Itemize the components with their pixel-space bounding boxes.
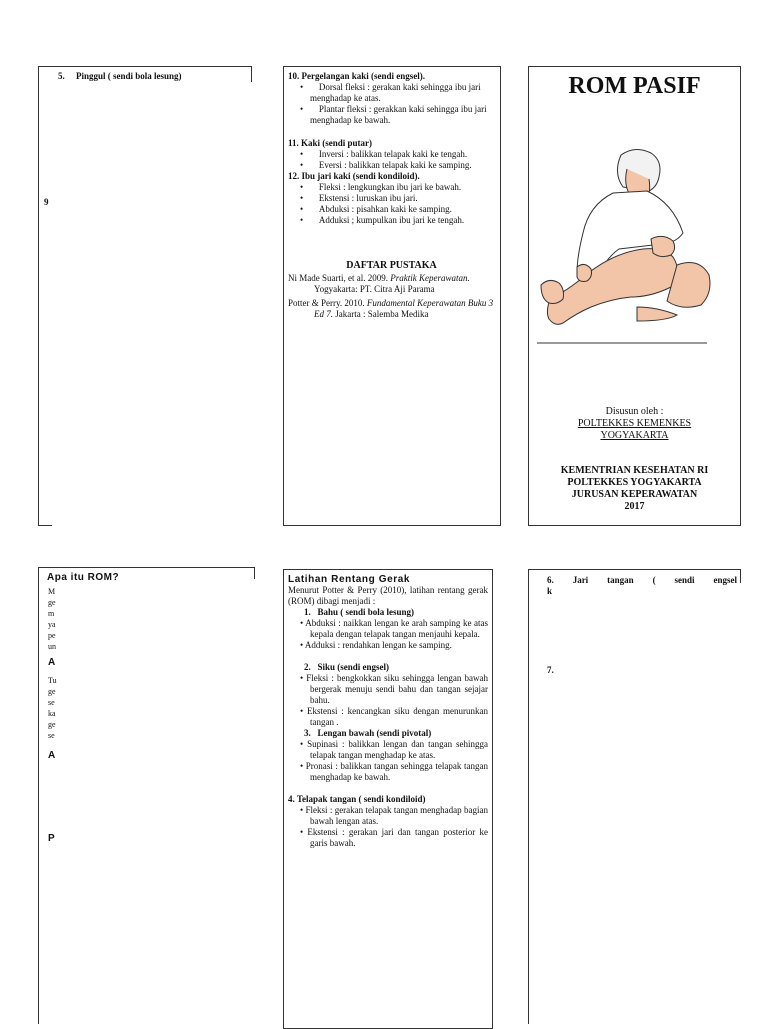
prepared-by-label: Disusun oleh : (605, 406, 664, 417)
toe-title: 12. Ibu jari kaki (sendi kondiloid). (288, 171, 420, 181)
list-item: • Inversi : balikkan telapak kaki ke tengah. (300, 149, 468, 159)
truncated-heading: P (48, 833, 55, 844)
reference-item: Potter & Perry. 2010. Fundamental Keperawatan Buku 3 Ed 7. Jakarta : Salemba Medika (288, 298, 494, 319)
shoulder-title: 1. Bahu ( sendi bola lesung) (304, 607, 415, 617)
truncated-text: ya (48, 620, 56, 629)
reference-item: Ni Made Suarti, et al. 2009. Praktik Keperawatan. Yogyakarta: PT. Citra Aji Parama (288, 273, 470, 294)
panel-border-bottom-left (38, 525, 52, 526)
intro-text: Menurut Potter & Perry (2010), latihan rentang gerak (ROM) dibagi menjadi : (288, 585, 488, 606)
list-item: • Adduksi ; kumpulkan ibu jari ke tengah. (300, 215, 465, 225)
list-item: • Eversi : balikkan telapak kaki ke samping. (300, 160, 472, 170)
truncated-text: m (48, 609, 55, 618)
truncated-text: Tu (48, 676, 57, 685)
list-item: • Fleksi : gerakan telapak tangan menghadap bagian bawah lengan atas. (300, 805, 488, 826)
list-item: • Fleksi : bengkokkan siku sehingga lengan bawah bergerak menuju sendi bahu dan tangan sejajar bahu. (300, 673, 488, 705)
list-item: • Adduksi : rendahkan lengan ke samping. (300, 640, 452, 650)
panel-top-left (38, 66, 254, 526)
truncated-text: ge (48, 687, 56, 696)
institution-line: KEMENTRIAN KESEHATAN RI (560, 465, 709, 476)
section-heading: Latihan Rentang Gerak (288, 574, 411, 585)
panel-top-middle (283, 66, 501, 526)
truncated-heading: A (48, 750, 56, 761)
institution-line: JURUSAN KEPERAWATAN (571, 489, 698, 500)
list-item: • Abduksi : pisahkan kaki ke samping. (300, 204, 452, 214)
cover-year: 2017 (624, 501, 645, 512)
list-item: • Dorsal fleksi : gerakan kaki sehingga ibu jari menghadap ke atas. (300, 82, 481, 103)
panel-bottom-middle (283, 569, 493, 1029)
palm-title: 4. Telapak tangan ( sendi kondiloid) (288, 794, 426, 804)
list-item: • Fleksi : lengkungkan ibu jari ke bawah. (300, 182, 462, 192)
list-item: • Abduksi : naikkan lengan ke arah samping ke atas kepala dengan telapak tangan menjauhi kepala. (300, 618, 488, 639)
truncated-text: un (48, 642, 56, 651)
author-line: YOGYAKARTA (600, 430, 669, 441)
truncated-text: ka (48, 709, 56, 718)
truncated-text: ge (48, 598, 56, 607)
forearm-title: 3. Lengan bawah (sendi pivotal) (304, 728, 432, 738)
truncated-text: ge (48, 720, 56, 729)
panel-bottom-left (38, 567, 256, 1024)
panel-bottom-right (528, 569, 742, 1024)
references-title: DAFTAR PUSTAKA (346, 260, 437, 271)
hip-item: 5. Pinggul ( sendi bola lesung) (58, 71, 182, 81)
finger-item: 6. Jari tangan ( sendi engsel (547, 575, 737, 585)
patient-illustration (537, 147, 717, 347)
truncated-heading: A (48, 657, 56, 668)
truncated-text: k (547, 586, 553, 596)
list-item: • Ekstensi : kencangkan siku dengan menurunkan tangan . (300, 706, 488, 727)
panel-cover (528, 66, 741, 526)
institution-line: POLTEKKES YOGYAKARTA (567, 477, 702, 488)
elbow-title: 2. Siku (sendi engsel) (304, 662, 390, 672)
cover-title: ROM PASIF (568, 73, 701, 99)
list-item: • Ekstensi : luruskan ibu jari. (300, 193, 418, 203)
truncated-text: se (48, 698, 55, 707)
panel-border-right-top (251, 66, 252, 82)
truncated-text: se (48, 731, 55, 740)
list-item: • Pronasi : balikkan tangan sehingga telapak tangan menghadap ke bawah. (300, 761, 488, 782)
page-marker: 9 (44, 197, 49, 207)
list-item: • Ekstensi : gerakan jari dan tangan posterior ke garis bawah. (300, 827, 488, 848)
truncated-text: M (48, 587, 56, 596)
author-line: POLTEKKES KEMENKES (577, 418, 692, 429)
list-item: • Supinasi : balikkan lengan dan tangan sehingga telapak tangan menghadap ke atas. (300, 739, 488, 760)
panel-border-left (38, 66, 39, 526)
section-heading: Apa itu ROM? (47, 572, 120, 583)
panel-border-top (38, 66, 252, 67)
foot-title: 11. Kaki (sendi putar) (288, 138, 373, 148)
ankle-title: 10. Pergelangan kaki (sendi engsel). (288, 71, 426, 81)
list-item: • Plantar fleksi : gerakkan kaki sehingga ibu jari menghadap ke bawah. (300, 104, 487, 125)
truncated-text: pe (48, 631, 56, 640)
thumb-item: 7. (547, 665, 554, 675)
